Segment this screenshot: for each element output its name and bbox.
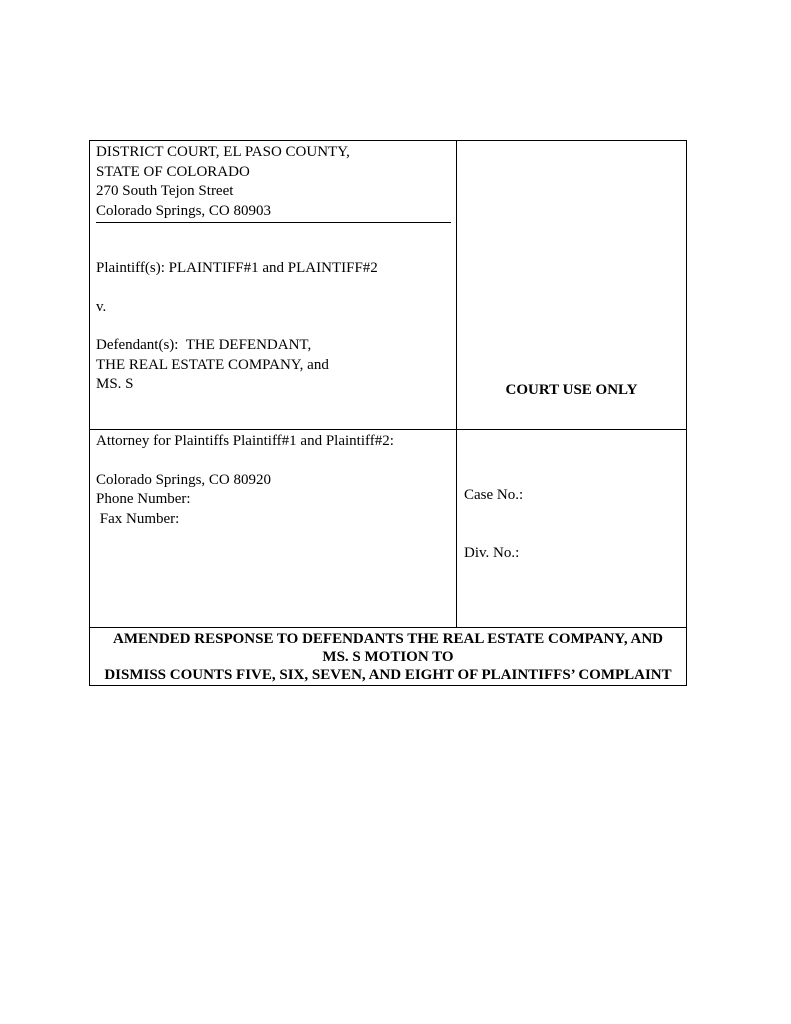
court-use-only-label: COURT USE ONLY xyxy=(505,382,638,398)
attorney-phone-label: Phone Number: xyxy=(96,491,191,507)
court-use-cell xyxy=(457,141,686,429)
attorney-city-line: Colorado Springs, CO 80920 xyxy=(96,471,272,488)
defendants-line-2: THE REAL ESTATE COMPANY, and xyxy=(96,356,329,373)
document-title-line-2: MS. S MOTION TO xyxy=(322,649,454,665)
case-info-cell xyxy=(457,430,686,627)
court-and-parties-cell xyxy=(90,141,457,429)
court-state-line: STATE OF COLORADO xyxy=(96,163,250,180)
court-street-line: 270 South Tejon Street xyxy=(96,183,234,199)
document-title-line-1: AMENDED RESPONSE TO DEFENDANTS THE REAL ESTATE COMPANY, AND xyxy=(113,631,663,647)
plaintiffs-line: Plaintiff(s): PLAINTIFF#1 and PLAINTIFF#2 xyxy=(96,260,378,276)
court-address-block xyxy=(96,143,451,223)
attorney-heading: Attorney for Plaintiffs Plaintiff#1 and Plaintiff#2: xyxy=(96,433,394,449)
caption-top-row xyxy=(90,141,686,430)
attorney-fax-label: Fax Number: xyxy=(96,510,180,527)
defendants-line-1: Defendant(s): THE DEFENDANT, xyxy=(96,337,312,353)
court-name-line: DISTRICT COURT, EL PASO COUNTY, xyxy=(96,144,350,160)
defendants-line-3: MS. S xyxy=(96,376,134,392)
case-number-label: Case No.: xyxy=(464,487,524,503)
versus-line: v. xyxy=(96,298,107,315)
document-title-line-3: DISMISS COUNTS FIVE, SIX, SEVEN, AND EIGHT OF PLAINTIFFS’ COMPLAINT xyxy=(104,667,672,683)
case-caption-table xyxy=(89,140,687,686)
caption-middle-row xyxy=(90,430,686,628)
document-title xyxy=(90,628,686,685)
court-city-line: Colorado Springs, CO 80903 xyxy=(96,202,272,219)
division-number-label: Div. No.: xyxy=(464,545,520,561)
attorney-cell xyxy=(90,430,457,627)
